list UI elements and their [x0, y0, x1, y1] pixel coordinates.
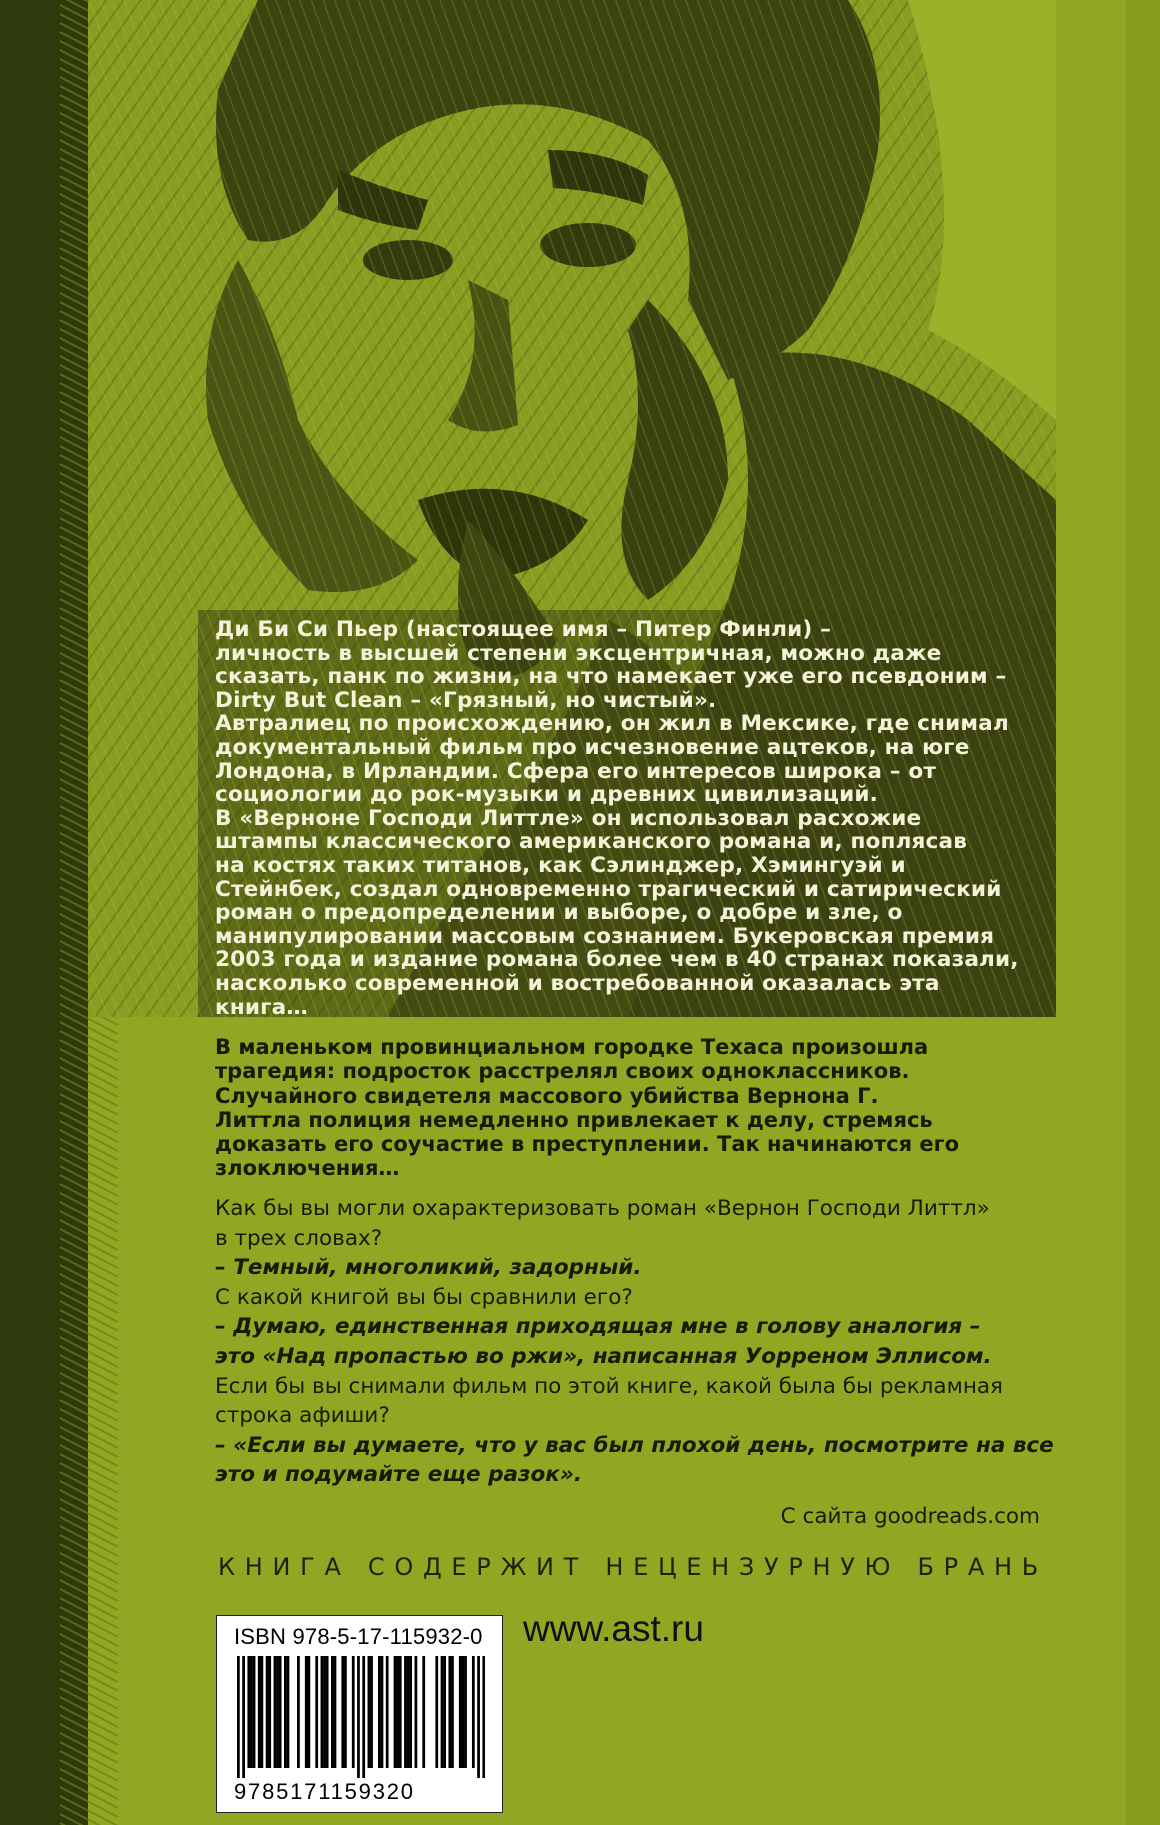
hatch-line — [60, 1157, 118, 1187]
hatch-line — [60, 1571, 118, 1601]
barcode-bar — [276, 1656, 279, 1768]
qa-answer-line: это и подумайте еще разок». — [215, 1462, 583, 1488]
hatch-line — [60, 1184, 118, 1214]
barcode-bar — [258, 1656, 261, 1768]
hatch-line — [60, 1274, 118, 1304]
barcode-bar — [472, 1656, 475, 1768]
barcode-bar — [274, 1656, 277, 1768]
hatch-line — [60, 1409, 118, 1439]
bio-line: Автралиец по происхождению, он жил в Мексике, где снимал — [215, 711, 1009, 737]
hatch-line — [60, 1733, 118, 1763]
barcode-bar — [482, 1656, 485, 1778]
hatch-line — [60, 1202, 118, 1232]
qa-question-line: С какой книгой вы бы сравнили его? — [215, 1284, 633, 1310]
barcode-bar — [396, 1656, 399, 1768]
hatch-line — [60, 1751, 118, 1781]
hatch-line — [60, 1211, 118, 1241]
hatch-line — [60, 1616, 118, 1646]
barcode-bar — [378, 1656, 381, 1768]
hatch-line — [60, 1427, 118, 1457]
barcode-bar — [326, 1656, 329, 1768]
hatch-line — [60, 1040, 118, 1070]
hatch-line — [60, 1130, 118, 1160]
barcode-bar — [341, 1656, 344, 1768]
hatch-line — [60, 1112, 118, 1142]
author-bio — [215, 618, 1065, 1019]
hatch-line — [60, 1328, 118, 1358]
bio-line: манипулировании массовым сознанием. Букеровская премия — [215, 923, 995, 949]
bio-line: личность в высшей степени эксцентричная, можно даже — [215, 640, 942, 666]
barcode-bar — [315, 1656, 318, 1768]
barcode-bar — [237, 1656, 240, 1778]
hatch-line — [60, 1643, 118, 1673]
bio-line: сказать, панк по жизни, на что намекает уже его псевдоним – — [215, 664, 1007, 690]
hatch-line — [60, 1589, 118, 1619]
barcode-bar — [443, 1656, 446, 1768]
hatch-line — [60, 1742, 118, 1772]
hatch-line — [60, 1463, 118, 1493]
hatch-line — [60, 1508, 118, 1538]
hatch-line — [60, 1769, 118, 1799]
hatch-line — [60, 1445, 118, 1475]
barcode-bar — [370, 1656, 373, 1768]
hatch-line — [60, 1229, 118, 1259]
hatch-line — [60, 1382, 118, 1412]
hatch-line — [60, 1778, 118, 1808]
hatch-line — [60, 1697, 118, 1727]
barcode-bar — [422, 1656, 425, 1768]
bio-line: насколько современной и востребованной оказалась эта — [215, 970, 940, 996]
qa-answer-line: это «Над пропастью во ржи», написанная Уорреном Эллисом. — [215, 1343, 992, 1369]
hatch-line — [60, 1076, 118, 1106]
barcode-bar — [352, 1656, 355, 1768]
barcode-bar — [260, 1656, 263, 1768]
barcode-bar — [368, 1656, 371, 1768]
hatch-line — [60, 1256, 118, 1286]
bio-line: В «Верноне Господи Литтле» он использовал расхожие — [215, 805, 922, 831]
barcode-bar — [448, 1656, 451, 1768]
hatch-line — [60, 1364, 118, 1394]
hatch-line — [60, 1499, 118, 1529]
hatch-line — [60, 1580, 118, 1610]
quote-source: С сайта goodreads.com — [780, 1504, 1040, 1529]
barcode-bar — [415, 1656, 418, 1768]
barcode-bar — [242, 1656, 245, 1778]
barcode-bar — [247, 1656, 250, 1768]
barcode-bar — [441, 1656, 444, 1768]
barcode-bar — [307, 1656, 310, 1768]
barcode-bar — [344, 1656, 347, 1768]
barcode-bar — [381, 1656, 384, 1768]
hatch-line — [60, 1355, 118, 1385]
hatch-line — [60, 1022, 118, 1052]
hatch-line — [60, 1481, 118, 1511]
hatch-line — [60, 1418, 118, 1448]
hatch-line — [60, 1787, 118, 1817]
hatch-line — [60, 1166, 118, 1196]
barcode-bar — [409, 1656, 412, 1768]
hatch-line — [60, 1085, 118, 1115]
plot-summary — [215, 1035, 1065, 1181]
qa-question-line: Как бы вы могли охарактеризовать роман «Вернон Господи Литтл» — [215, 1196, 990, 1221]
hatch-line — [60, 1526, 118, 1556]
hatch-line — [60, 1706, 118, 1736]
barcode-bar — [297, 1656, 300, 1768]
hatch-line — [60, 1337, 118, 1367]
summary-line: доказать его соучастие в преступлении. Так начинаются его — [215, 1132, 960, 1157]
hatch-line — [60, 1679, 118, 1709]
qa-answer-line: – Темный, многоликий, задорный. — [215, 1255, 642, 1281]
barcode-bar — [305, 1656, 308, 1768]
bio-line: роман о предопределении и выборе, о добре и зле, о — [215, 900, 903, 926]
hatch-line — [60, 1193, 118, 1223]
barcode-bar — [464, 1656, 467, 1768]
hatch-line — [60, 1373, 118, 1403]
barcode-bar — [268, 1656, 271, 1768]
barcode — [237, 1656, 485, 1778]
hatch-line — [60, 1760, 118, 1790]
hatch-line — [60, 1391, 118, 1421]
bio-line: Лондона, в Ирландии. Сфера его интересов широка – от — [215, 758, 937, 784]
hatch-line — [60, 1607, 118, 1637]
hatch-line — [60, 1283, 118, 1313]
hatch-line — [60, 1175, 118, 1205]
hatch-line — [60, 1724, 118, 1754]
bio-line: 2003 года и издание романа более чем в 40 странах показали, — [215, 947, 1019, 973]
hatch-line — [60, 1301, 118, 1331]
barcode-bar — [321, 1656, 324, 1768]
hatch-line — [60, 1265, 118, 1295]
hatch-line — [60, 1598, 118, 1628]
hatch-line — [60, 1436, 118, 1466]
bio-line: книга… — [215, 994, 309, 1020]
hatch-line — [60, 1562, 118, 1592]
hatch-line — [60, 1148, 118, 1178]
summary-line: злоключения… — [215, 1156, 400, 1181]
qa-question-line: в трех словах? — [215, 1225, 383, 1251]
isbn-digits: 9785171159320 — [234, 1779, 415, 1804]
summary-line: трагедия: подросток расстрелял своих одноклассников. — [215, 1059, 910, 1084]
hatch-line — [60, 1238, 118, 1268]
isbn-label: ISBN 978-5-17-115932-0 — [234, 1624, 483, 1649]
hatch-line — [60, 1454, 118, 1484]
summary-line: Случайного свидетеля массового убийства Вернона Г. — [215, 1083, 879, 1108]
barcode-bar — [250, 1656, 253, 1768]
barcode-bar — [451, 1656, 454, 1768]
bio-line: Dirty But Clean – «Грязный, но чистый». — [215, 687, 717, 713]
hatch-line — [60, 1139, 118, 1169]
barcode-bar — [357, 1656, 360, 1778]
hatch-line — [60, 1067, 118, 1097]
barcode-bar — [477, 1656, 480, 1778]
bio-line: штампы классического американского романа и, поплясав — [215, 829, 968, 855]
hatch-line — [60, 1652, 118, 1682]
barcode-bar — [386, 1656, 389, 1768]
barcode-bar — [266, 1656, 269, 1768]
barcode-bar — [284, 1656, 287, 1768]
hatch-line — [60, 1535, 118, 1565]
hatch-line — [60, 1049, 118, 1079]
bio-line: социологии до рок-музыки и древних цивилизаций. — [215, 782, 878, 808]
hatch-line — [60, 1058, 118, 1088]
publisher-website: www.ast.ru — [523, 1608, 704, 1649]
isbn-barcode-block — [216, 1615, 503, 1813]
hatch-line — [60, 1247, 118, 1277]
hatch-line — [60, 1310, 118, 1340]
barcode-bar — [253, 1656, 256, 1768]
barcode-bar — [287, 1656, 290, 1768]
barcode-bar — [362, 1656, 365, 1778]
summary-line: Литтла полиция немедленно привлекает к делу, стремясь — [215, 1107, 933, 1132]
hatch-line — [60, 1121, 118, 1151]
barcode-bar — [399, 1656, 402, 1768]
barcode-bar — [435, 1656, 438, 1768]
hatch-line — [60, 1031, 118, 1061]
hatch-line — [60, 1220, 118, 1250]
hatch-line — [60, 1553, 118, 1583]
barcode-bar — [459, 1656, 462, 1768]
qa-answer-line: – Думаю, единственная приходящая мне в голову аналогия – — [215, 1314, 981, 1340]
bio-line: Ди Би Си Пьер (настоящее имя – Питер Финли) – — [215, 617, 832, 642]
barcode-bar — [394, 1656, 397, 1768]
hatch-line — [60, 1472, 118, 1502]
barcode-bar — [331, 1656, 334, 1768]
right-edge-strip — [1126, 0, 1160, 1825]
barcode-bar — [279, 1656, 282, 1768]
hatch-line — [60, 1490, 118, 1520]
hatch-line — [60, 1634, 118, 1664]
hatch-line — [60, 1319, 118, 1349]
hatch-line — [60, 1103, 118, 1133]
hatch-line — [60, 1688, 118, 1718]
barcode-bar — [407, 1656, 410, 1768]
hatch-line — [60, 1094, 118, 1124]
barcode-bar — [404, 1656, 407, 1768]
bio-line: Стейнбек, создал одновременно трагический и сатирический — [215, 876, 1002, 902]
hatch-line — [60, 1292, 118, 1322]
interview-qa — [215, 1194, 1075, 1490]
hatch-line — [60, 1517, 118, 1547]
hatch-line — [60, 1400, 118, 1430]
qa-question-line: Если бы вы снимали фильм по этой книге, какой была бы рекламная — [215, 1373, 1003, 1399]
hatch-line — [60, 1715, 118, 1745]
barcode-bar — [462, 1656, 465, 1768]
bio-line: на костях таких титанов, как Сэлинджер, Хэмингуэй и — [215, 852, 906, 878]
hatch-line — [60, 1661, 118, 1691]
barcode-bar — [334, 1656, 337, 1768]
hatch-line — [60, 1625, 118, 1655]
bio-line: документальный фильм про исчезновение ацтеков, на юге — [215, 734, 970, 760]
qa-question-line: строка афиши? — [215, 1403, 390, 1429]
hatch-line — [60, 1013, 118, 1043]
qa-answer-line: – «Если вы думаете, что у вас был плохой день, посмотрите на все — [215, 1432, 1054, 1458]
summary-line: В маленьком провинциальном городке Техаса произошла — [215, 1035, 929, 1059]
barcode-bar — [323, 1656, 326, 1768]
hatch-line — [60, 1544, 118, 1574]
hatch-line — [60, 1670, 118, 1700]
profanity-warning: КНИГА СОДЕРЖИТ НЕЦЕНЗУРНУЮ БРАНЬ — [218, 1553, 1048, 1581]
hatch-line — [60, 1346, 118, 1376]
